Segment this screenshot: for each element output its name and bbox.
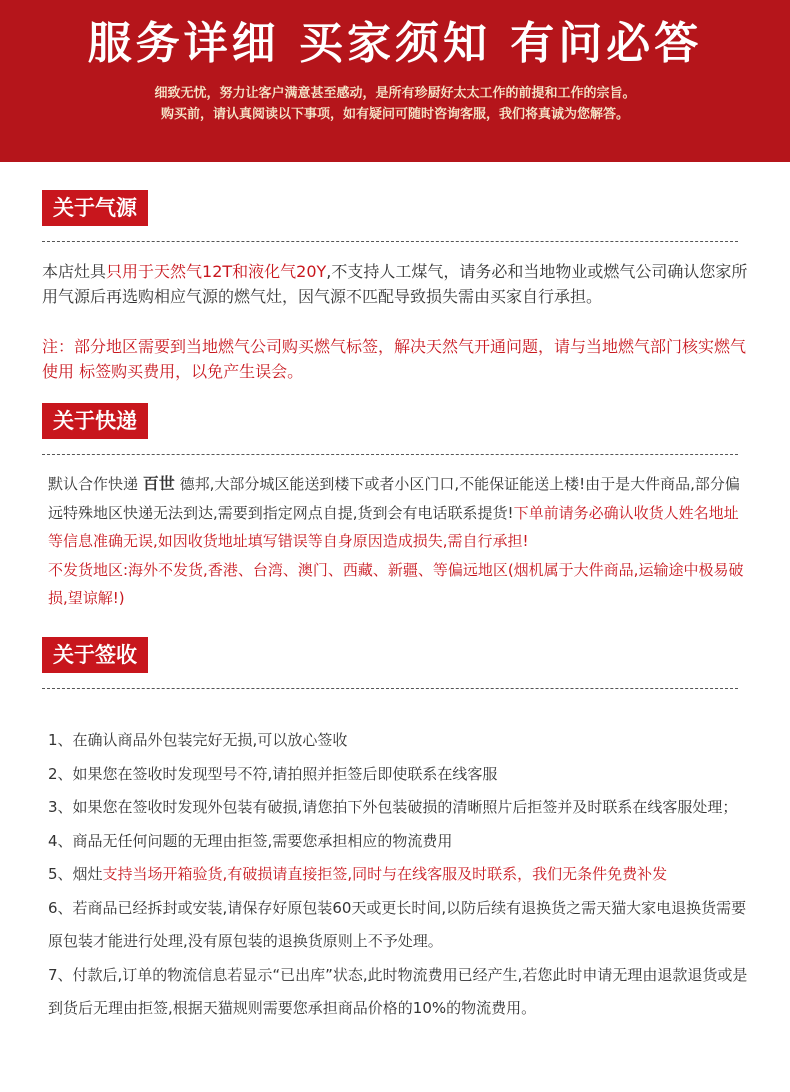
divider	[42, 241, 738, 242]
header-banner	[0, 0, 790, 162]
express-text-b: 德邦,大部分城区能送到楼下或者小区门口,不能保证能送上楼!由于是大件商品,部分偏远特殊地区快递无法到达,需要到指定网点自提,货到会有电话联系提货!	[48, 475, 740, 522]
sign-list	[48, 724, 754, 1026]
list-item: 6、若商品已经拆封或安装,请保存好原包装60天或更长时间,以防后续有退换货之需天猫大家电退换货需要原包装才能进行处理,没有原包装的退换货原则上不予处理。	[48, 898, 747, 950]
list-item-highlight: 支持当场开箱验货,有破损请直接拒签,同时与在线客服及时联系，我们无条件免费补发	[102, 865, 668, 883]
section-tag-sign: 关于签收	[42, 637, 148, 673]
gas-text-highlight: 只用于天然气12T和液化气20Y	[106, 262, 327, 281]
divider	[42, 688, 738, 689]
express-paragraph	[48, 470, 748, 613]
express-brand: 百世	[142, 474, 175, 493]
banner-subtitle-2: 购买前，请认真阅读以下事项，如有疑问可随时咨询客服，我们将真诚为您解答。	[160, 107, 629, 122]
list-item-prefix: 5、烟灶	[48, 865, 103, 883]
list-item: 4、商品无任何问题的无理由拒签,需要您承担相应的物流费用	[48, 831, 453, 850]
section-tag-express: 关于快递	[42, 403, 148, 439]
express-no-ship: 不发货地区:海外不发货,香港、台湾、澳门、西藏、新疆、等偏远地区(烟机属于大件商品,运输途中极易破损,望谅解!)	[48, 560, 744, 607]
gas-paragraph	[42, 259, 748, 309]
express-warning: 下单前请务必确认收货人姓名地址等信息准确无误,如因收货地址填写错误等自身原因造成损失,需自行承担!	[48, 503, 739, 550]
list-item: 2、如果您在签收时发现型号不符,请拍照并拒签后即使联系在线客服	[48, 764, 498, 783]
divider	[42, 454, 738, 455]
gas-text-c: ,不支持人工煤气，请务必和当地物业或燃气公司确认您家所用气源后再选购相应气源的燃气灶，因气源不匹配导致损失需由买家自行承担。	[42, 262, 748, 306]
list-item: 3、如果您在签收时发现外包装有破损,请您拍下外包装破损的清晰照片后拒签并及时联系在线客服处理；	[48, 798, 738, 816]
banner-title: 服务详细 买家须知 有问必答	[87, 18, 703, 69]
list-item: 7、付款后,订单的物流信息若显示“已出库”状态,此时物流费用已经产生,若您此时申请无理由退款退货或是到货后无理由拒签,根据天猫规则需要您承担商品价格的10%的物流费用。	[48, 965, 748, 1017]
list-item: 1、在确认商品外包装完好无损,可以放心签收	[48, 731, 348, 749]
express-text-a: 默认合作快递	[48, 475, 143, 493]
gas-note: 注：部分地区需要到当地燃气公司购买燃气标签，解决天然气开通问题，请与当地燃气部门核实燃气使用 标签购买费用，以免产生误会。	[42, 337, 747, 381]
list-item	[48, 858, 754, 892]
section-tag-gas: 关于气源	[42, 190, 148, 226]
gas-text-a: 本店灶具	[42, 262, 107, 281]
banner-subtitle-1: 细致无忧，努力让客户满意甚至感动，是所有珍厨好太太工作的前提和工作的宗旨。	[154, 86, 636, 101]
